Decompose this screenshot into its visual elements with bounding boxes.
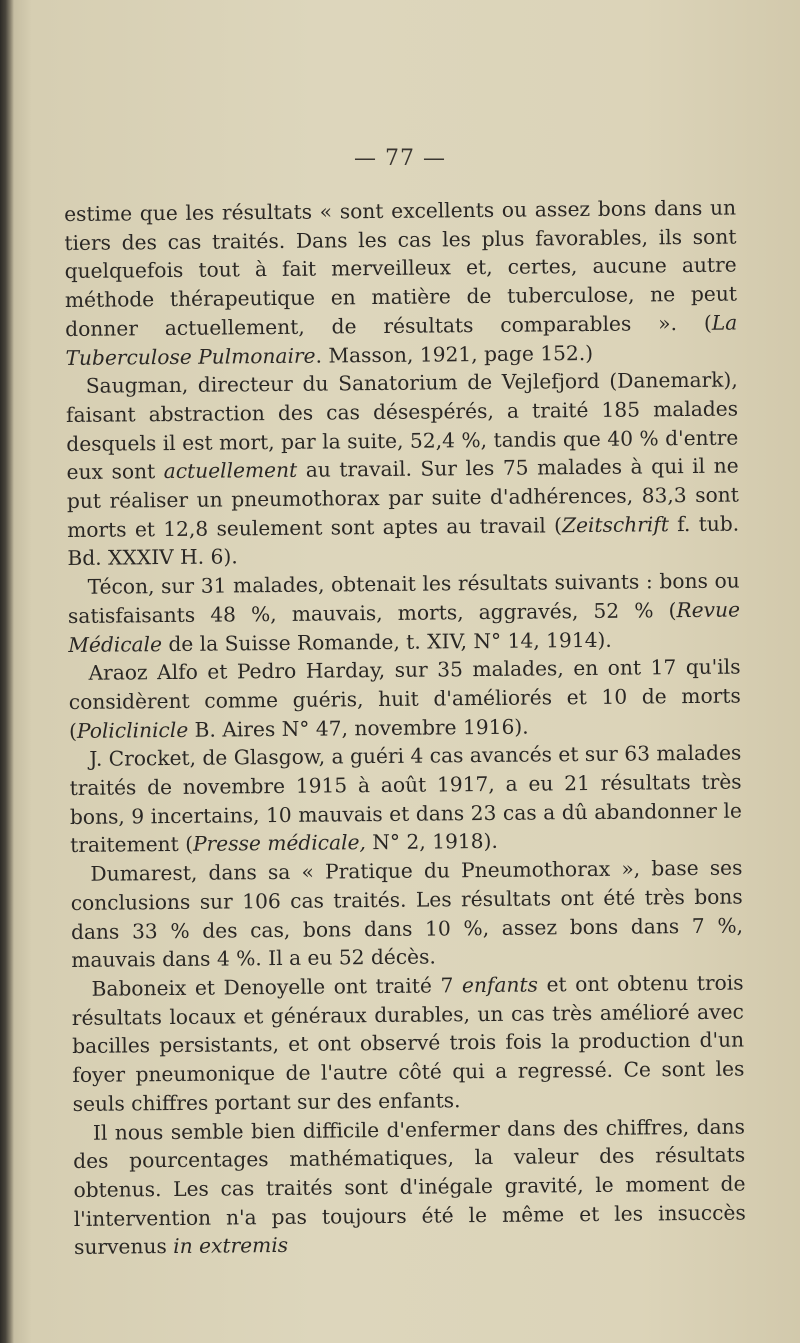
journal-title: Policlinicle [76, 717, 189, 743]
text-run: J. Crocket, de Glasgow, a guéri 4 cas avancés et sur 63 malades traités de novembre 1915 à août 1917, a eu 21 résultats très bons, 9 incertains, 10 mauvais et dans 23 cas a dû abandonner le traitement ( [69, 740, 743, 858]
text-run: de la Suisse Romande, t. XIV, N° 14, 1914). [161, 627, 612, 656]
text-run: Baboneix et Denoyelle ont traité 7 [91, 973, 463, 1001]
text-run: Araoz Alfo et Pedro Harday, sur 35 malades, en ont 17 qu'ils considèrent comme guéris, huit d'améliorés et 10 de morts ( [68, 654, 741, 743]
text-run: et ont obtenu trois résultats locaux et généraux durables, un cas très amélioré avec bacilles persistants, et ont observé trois fois la production d'un foyer pneumonique de l'autre côté qui a regressé. Ce sont les seuls chiffres portant sur des enfants. [71, 970, 745, 1116]
journal-title: Presse médicale, [192, 830, 367, 857]
emphasis: enfants [461, 972, 539, 998]
book-spine-shadow [0, 0, 14, 1343]
journal-title: Revue Médicale [68, 597, 741, 657]
paragraph [69, 739, 742, 860]
text-run: estime que les résultats « sont excellents ou assez bons dans un tiers des cas traités. Dans les cas les plus favorables, ils sont quelquefois tout à fait merveilleux et, certes, aucune autre méthode thérapeutique en matière de tuberculose, ne peut donner actuellement, de résultats comparables ». ( [64, 195, 738, 341]
text-run: Dumarest, dans sa « Pratique du Pneumothorax », base ses conclusions sur 106 cas traités. Les résultats ont été très bons dans 33 % des cas, bons dans 10 %, assez bons dans 7 %, mauvais dans 4 %. Il a eu 52 décès. [70, 855, 744, 973]
journal-title: Zeitschrift [561, 511, 670, 537]
paragraph [68, 653, 741, 746]
text-run: B. Aires N° 47, novembre 1916). [188, 714, 529, 742]
text-run: f. tub. Bd. XXXIV H. 6). [67, 511, 740, 571]
journal-title: La Tuberculose Pulmonaire [65, 310, 738, 370]
text-run: N° 2, 1918). [365, 829, 498, 855]
page-number: — 77 — [354, 146, 446, 171]
text-run: Il nous semble bien difficile d'enfermer dans des chiffres, dans des pourcentages mathématiques, la valeur des résultats obtenus. Les cas traités sont d'inégale gravité, le moment de l'intervention n'a pas toujours été le même et les insuccès survenus [73, 1114, 746, 1260]
text-run: . Masson, 1921, page 152.) [315, 340, 594, 368]
paragraph [71, 968, 744, 1118]
emphasis: actuellement [163, 458, 298, 484]
body-text [64, 194, 746, 1262]
text-run: au travail. Sur les 75 malades à qui il ne put réaliser un pneumothorax par suite d'adhérences, 83,3 sont morts et 12,8 seulement sont aptes au travail ( [66, 453, 739, 542]
paragraph [66, 366, 740, 573]
text-run: Técon, sur 31 malades, obtenait les résultats suivants : bons ou satisfaisants 48 %, mauvais, morts, aggravés, 52 % ( [67, 568, 740, 628]
paragraph [68, 567, 741, 660]
paragraph [70, 854, 743, 975]
paragraph [73, 1112, 746, 1262]
paragraph [64, 194, 738, 373]
text-run: Saugman, directeur du Sanatorium de Vejlefjord (Danemark), faisant abstraction des cas désespérés, a traité 185 malades desquels il est mort, par la suite, 52,4 %, tandis que 40 % d'entre eux sont [65, 367, 739, 485]
emphasis: in extremis [173, 1233, 289, 1259]
